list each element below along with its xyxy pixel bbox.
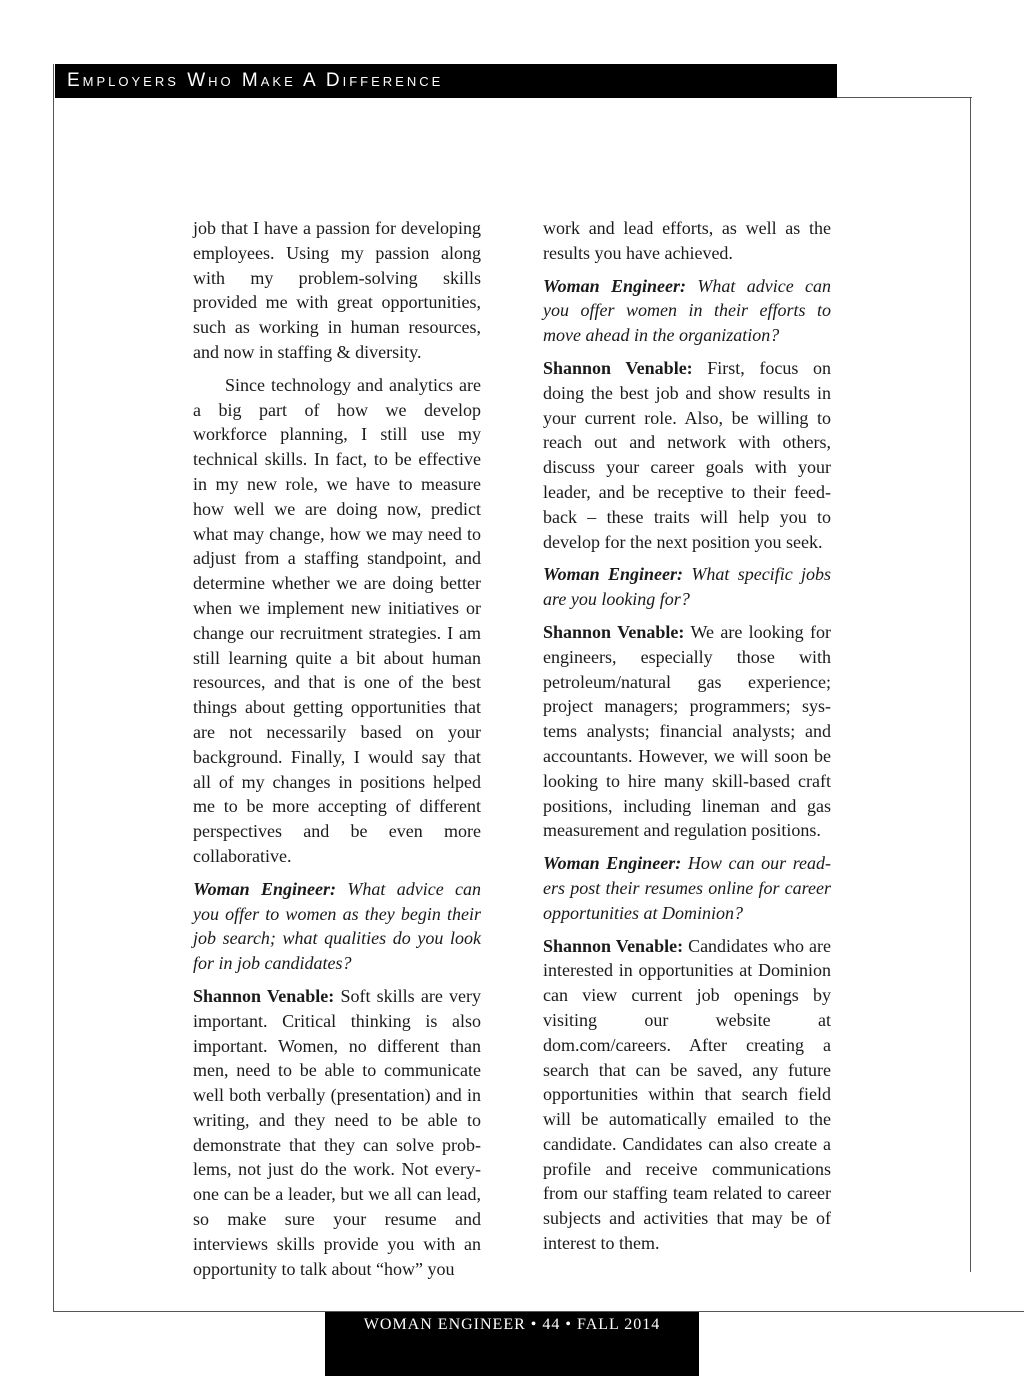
paragraph: Since technology and analytics are a big part of how we develop workforce planning, I still use my technical skills. In fact, to be effective in my new role, we have to measure how well we are doing now, predict what may change, how we may need to adjust from a staffing standpoint, and determine whether we are doing better when we implement new initiatives or change our recruitment strategies. I am still learning quite a bit about human resources, and that is one of the best things about getting opportunities that are not necessarily based on your background. Finally, I would say that all of my changes in positions helped me to be more accepting of different perspectives and be even more collaborative. (193, 374, 481, 866)
interview-question (543, 562, 831, 612)
question-speaker: Woman Engineer: (543, 275, 687, 296)
page-frame-top-rule (837, 97, 972, 98)
interview-answer (543, 620, 831, 843)
paragraph: work and lead efforts, as well as the results you have achieved. (543, 218, 831, 263)
page-frame-left-rule (53, 64, 54, 1312)
question-speaker: Woman Engineer: (193, 878, 337, 899)
page-frame-right-rule (970, 97, 971, 1272)
section-header-title: Employers Who Make A Difference (67, 70, 444, 91)
interview-answer (543, 934, 831, 1256)
paragraph: job that I have a passion for developing employees. Using my passion along with my problem-solving skills provided me with great opportunities, such as working in human resources, and now in staffing & diversity. (193, 218, 481, 362)
answer-text: First, focus on doing the best job and show results in your current role. Also, be willing to reach out and network with others, discuss your career goals with your leader, and be receptive to their feedback – these traits will help you to develop for the next position you seek. (543, 357, 832, 552)
section-header (55, 64, 837, 98)
question-text: What advice can you offer women in their efforts to move ahead in the organization? (543, 275, 832, 346)
footer-text: WOMAN ENGINEER • 44 • FALL 2014 (363, 1316, 661, 1333)
page-footer (325, 1312, 699, 1376)
question-speaker: Woman Engineer: (543, 853, 682, 874)
answer-speaker: Shannon Venable: (543, 621, 685, 642)
interview-question (193, 877, 481, 976)
answer-speaker: Shannon Venable: (543, 357, 693, 378)
article-column-right (543, 216, 831, 1264)
answer-speaker: Shannon Venable: (543, 935, 684, 956)
interview-question (543, 851, 831, 925)
question-text: What specific jobs are you looking for? (543, 564, 832, 610)
question-speaker: Woman Engineer: (543, 564, 684, 585)
article-column-left (193, 216, 481, 1289)
answer-text: Soft skills are very important. Critical thinking is also important. Women, no different than men, need to be able to communicate well both verbally (presentation) and in writing, and they need to be able to demonstrate that they can solve problems, not just do the work. Not everyone can be a leader, but we all can lead, so make sure your resume and interviews skills provide you with an opportunity to talk about “how” you (193, 985, 481, 1279)
interview-answer (193, 984, 481, 1282)
answer-speaker: Shannon Venable: (193, 985, 335, 1006)
question-text: What advice can you offer to women as they begin their job search; what qualities do you look for in job candidates? (193, 878, 482, 974)
question-text: How can our readers post their resumes online for career opportunities at Dominion? (543, 853, 832, 923)
interview-answer (543, 356, 831, 554)
interview-question (543, 274, 831, 348)
answer-text: We are looking for engineers, especially those with petroleum/natural gas experience; project managers; programmers; systems analysts; financial analysts; and accountants. However, we will soon be looking to hire many skill-based craft positions, including lineman and gas measurement and regulation positions. (543, 621, 831, 841)
answer-text: Candidates who are interested in opportunities at Dominion can view current job openings by visiting our website at dom.com/careers. After creating a search that can be saved, any future opportunities within that search field will be automatically emailed to the candidate. Candidates can also create a profile and receive communications from our staffing team related to career subjects and activities that may be of interest to them. (543, 935, 831, 1254)
